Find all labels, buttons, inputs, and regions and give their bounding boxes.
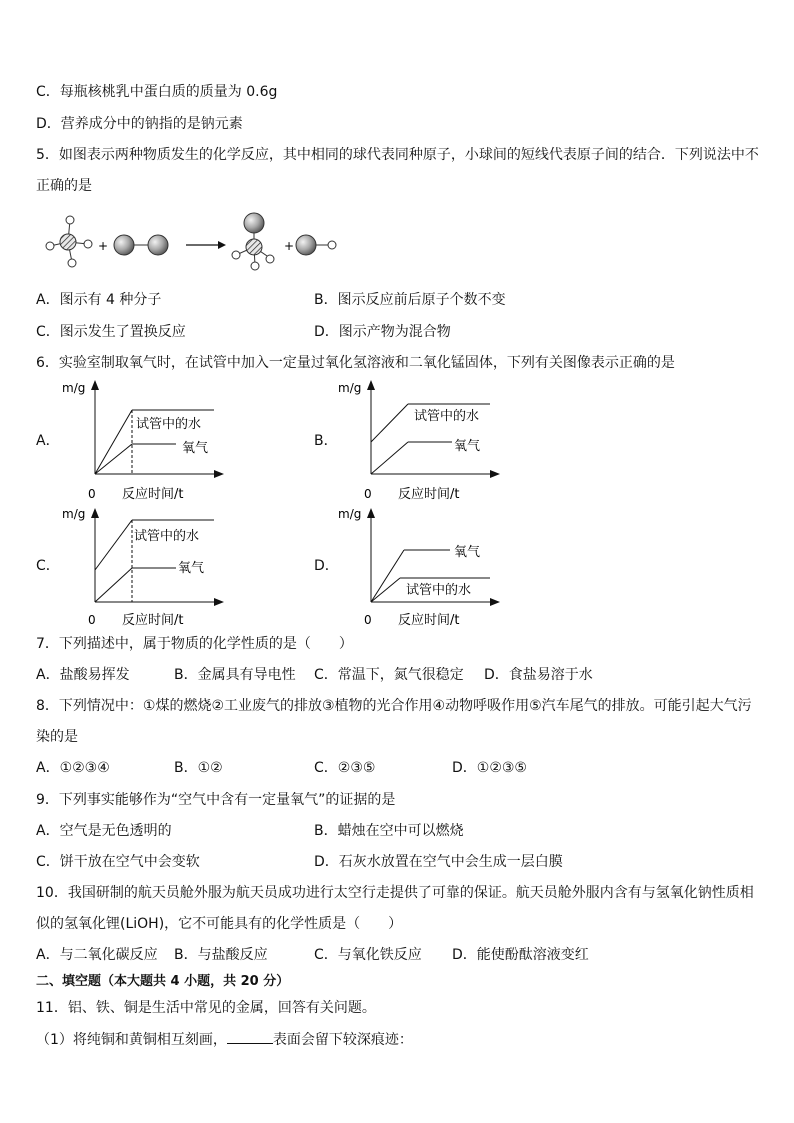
q8-option-d: D．①②③⑤ xyxy=(452,760,527,776)
reaction-diagram xyxy=(40,208,350,276)
water-curve-label: 试管中的水 xyxy=(134,529,200,544)
question-6: 6．实验室制取氧气时，在试管中加入一定量过氧化氢溶液和二氧化锰固体，下列有关图像表示正确的是 xyxy=(36,355,675,371)
option-c-text: C．每瓶核桃乳中蛋白质的质量为 0.6g xyxy=(36,84,278,100)
water-curve-label: 试管中的水 xyxy=(136,417,202,432)
q11-part1-prefix: （1）将纯铜和黄铜相互刻画， xyxy=(36,1032,227,1048)
question-5-line2: 正确的是 xyxy=(36,178,92,194)
product-molecule-2 xyxy=(296,235,336,255)
graph-d xyxy=(332,500,532,632)
origin-label: 0 xyxy=(364,613,372,627)
q10-option-d: D．能使酚酞溶液变红 xyxy=(452,947,589,963)
question-9: 9．下列事实能够作为“空气中含有一定量氧气”的证据的是 xyxy=(36,792,396,808)
q10-option-a: A．与二氧化碳反应 xyxy=(36,947,158,963)
option-d-text: D．营养成分中的钠指的是钠元素 xyxy=(36,116,243,132)
x-axis-label: 反应时间/t xyxy=(122,487,184,502)
oxygen-curve-label: 氧气 xyxy=(454,545,481,560)
graph-b xyxy=(332,374,532,504)
origin-label: 0 xyxy=(88,613,96,627)
origin-label: 0 xyxy=(364,487,372,501)
q9-option-b: B．蜡烛在空中可以燃烧 xyxy=(314,823,464,839)
q8-option-a: A．①②③④ xyxy=(36,760,110,776)
q7-option-b: B．金属具有导电性 xyxy=(174,667,296,683)
q5-option-d: D．图示产物为混合物 xyxy=(314,324,451,340)
q11-part1-suffix: 表面会留下较深痕迹： xyxy=(272,1032,413,1048)
diatomic-molecule xyxy=(114,235,168,255)
y-axis-label: m/g xyxy=(338,381,362,395)
water-curve-label: 试管中的水 xyxy=(414,409,480,424)
y-axis-label: m/g xyxy=(62,507,86,521)
q7-option-a: A．盐酸易挥发 xyxy=(36,667,130,683)
methane-like-molecule xyxy=(46,216,92,267)
q9-option-a: A．空气是无色透明的 xyxy=(36,823,172,839)
x-axis-label: 反应时间/t xyxy=(398,613,460,628)
question-11-part-1 xyxy=(36,1030,413,1049)
origin-label: 0 xyxy=(88,487,96,501)
oxygen-curve-label: 氧气 xyxy=(454,439,481,454)
y-axis-label: m/g xyxy=(62,381,86,395)
question-8-line2: 染的是 xyxy=(36,729,78,745)
oxygen-curve-label: 氧气 xyxy=(182,441,209,456)
q10-option-c: C．与氧化铁反应 xyxy=(314,947,422,963)
question-5-line1: 5．如图表示两种物质发生的化学反应，其中相同的球代表同种原子，小球间的短线代表原子间的结合．下列说法中不 xyxy=(36,147,759,163)
y-axis-label: m/g xyxy=(338,507,362,521)
q7-option-d: D．食盐易溶于水 xyxy=(484,667,593,683)
q5-option-b: B．图示反应前后原子个数不变 xyxy=(314,292,506,308)
q6-option-d-label: D． xyxy=(314,558,339,574)
q8-option-c: C．②③⑤ xyxy=(314,760,376,776)
question-11: 11．铝、铁、铜是生活中常见的金属，回答有关问题。 xyxy=(36,1000,376,1016)
plus-sign-2: + xyxy=(284,239,295,253)
q6-option-a-label: A． xyxy=(36,433,60,449)
q6-option-b-label: B． xyxy=(314,433,338,449)
graph-a xyxy=(56,374,256,504)
q7-option-c: C．常温下，氮气很稳定 xyxy=(314,667,464,683)
oxygen-curve-label: 氧气 xyxy=(178,561,205,576)
question-10-line2: 似的氢氧化锂(LiOH)，它不可能具有的化学性质是（ ） xyxy=(36,916,403,932)
question-7: 7．下列描述中，属于物质的化学性质的是（ ） xyxy=(36,636,353,652)
product-molecule-1 xyxy=(232,213,274,270)
water-curve-label: 试管中的水 xyxy=(406,583,472,598)
x-axis-label: 反应时间/t xyxy=(122,613,184,628)
question-8-line1: 8．下列情况中：①煤的燃烧②工业废气的排放③植物的光合作用④动物呼吸作用⑤汽车尾气的排放。可能引起大气污 xyxy=(36,698,752,714)
q5-option-a: A．图示有 4 种分子 xyxy=(36,292,162,308)
section-2-heading: 二、填空题（本大题共 4 小题，共 20 分） xyxy=(36,974,290,989)
q9-option-c: C．饼干放在空气中会变软 xyxy=(36,854,200,870)
reaction-arrow xyxy=(186,241,226,249)
q10-option-b: B．与盐酸反应 xyxy=(174,947,268,963)
graph-c xyxy=(56,500,256,632)
answer-blank[interactable] xyxy=(227,1030,273,1044)
q5-option-c: C．图示发生了置换反应 xyxy=(36,324,186,340)
q8-option-b: B．①② xyxy=(174,760,223,776)
q6-option-c-label: C． xyxy=(36,558,60,574)
question-10-line1: 10．我国研制的航天员舱外服为航天员成功进行太空行走提供了可靠的保证。航天员舱外服内含有与氢氧化钠性质相 xyxy=(36,885,754,901)
q9-option-d: D．石灰水放置在空气中会生成一层白膜 xyxy=(314,854,563,870)
x-axis-label: 反应时间/t xyxy=(398,487,460,502)
plus-sign-1: + xyxy=(98,239,109,253)
